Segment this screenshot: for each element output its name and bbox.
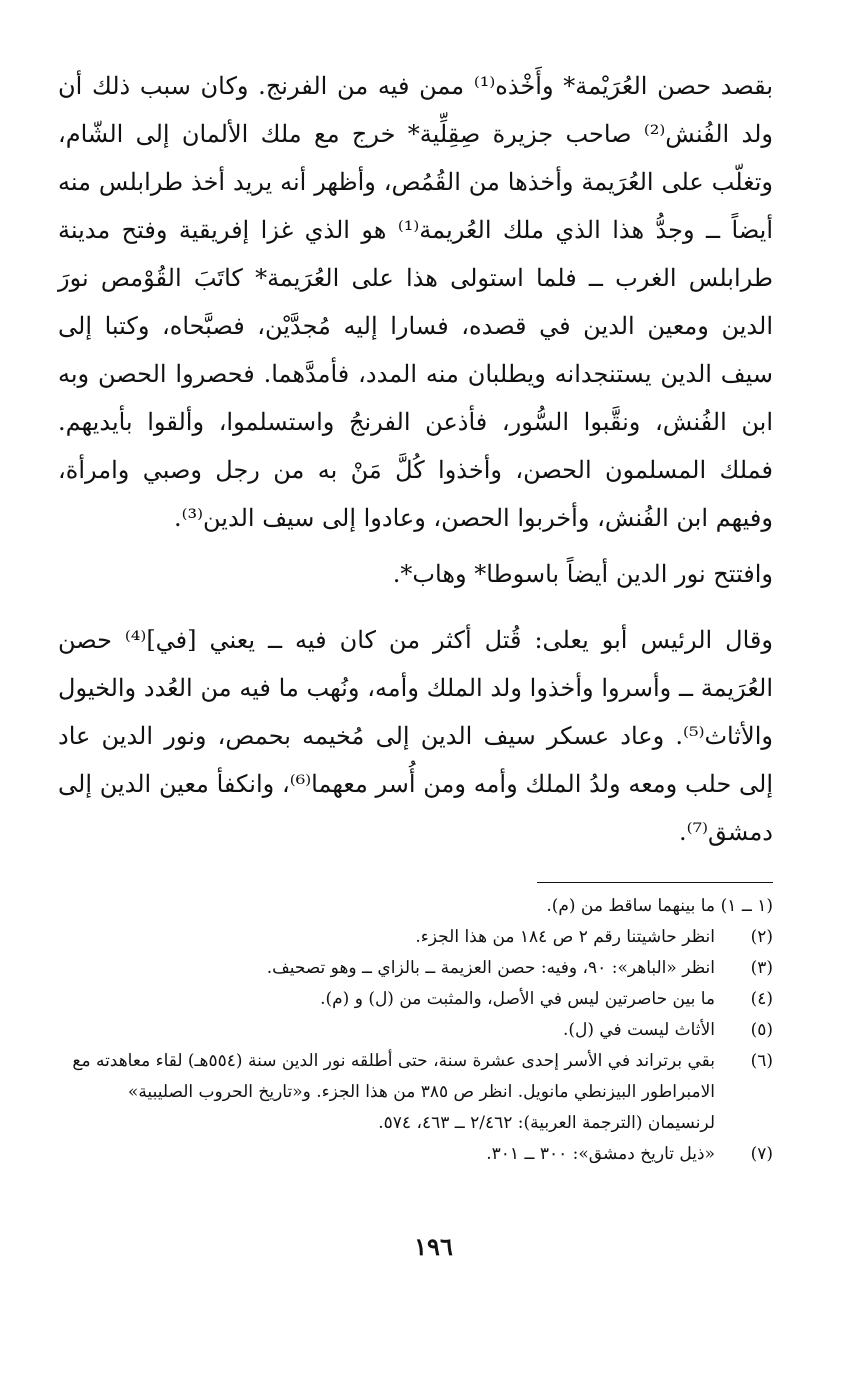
footnote-text: ما بين حاصرتين ليس في الأصل، والمثبت من (ل) و (م). (320, 989, 715, 1009)
footnote (58, 1015, 773, 1046)
footnote-text: انظر حاشيتنا رقم ٢ ص ١٨٤ من هذا الجزء. (415, 927, 715, 947)
footnote (58, 1139, 773, 1170)
footnote-text: انظر «الباهر»: ٩٠، وفيه: حصن العزيمة ــ بالزاي ــ وهو تصحيف. (266, 958, 715, 978)
footnote-text: «ذيل تاريخ دمشق»: ٣٠٠ ــ ٣٠١. (486, 1144, 715, 1164)
footnote-number: (٢) (750, 927, 773, 947)
footnote-number: (٦) (750, 1051, 773, 1071)
footnote-number: (٥) (750, 1020, 773, 1040)
footnote-text: ما بينهما ساقط من (م). (546, 896, 715, 916)
footnote-number: (١ ــ ١) (720, 896, 773, 916)
main-text (58, 62, 773, 856)
footnote-separator (537, 882, 773, 883)
footnote (58, 984, 773, 1015)
footnote-text: بقي برتراند في الأسر إحدى عشرة سنة، حتى أطلقه نور الدين سنة (٥٥٤هـ) لقاء معاهدته مع الامبراطور البيزنطي مانويل. انظر ص ٣٨٥ من هذا الجزء. و«تاريخ الحروب الصليبية» لرنسيمان (الترجمة العربية): ٢/٤٦٢ ــ ٤٦٣، ٥٧٤. (72, 1051, 715, 1133)
footnote (58, 1046, 773, 1139)
footnote (58, 953, 773, 984)
paragraph-2: وافتتح نور الدين أيضاً باسوطا* وهاب*. (392, 560, 773, 588)
footnote-number: (٧) (750, 1144, 773, 1164)
footnote (58, 891, 773, 922)
paragraph-1: بقصد حصن العُرَيْمة* وأَخْذه⁽¹⁾ ممن فيه من الفرنج. وكان سبب ذلك أن ولد الفُنش⁽²⁾ صاحب جزيرة صِقِلِّية* خرج مع ملك الألمان إلى الشّام، وتغلّب على العُرَيمة وأخذها من القُمُص، وأظهر أنه يريد أخذ طرابلس منه أيضاً ــ وجدُّ هذا الذي ملك العُريمة⁽¹⁾ هو الذي غزا إفريقية وفتح مدينة طرابلس الغرب ــ فلما استولى هذا على العُرَيمة* كاتَبَ القُوْمص نورَ الدين ومعين الدين في قصده، فسارا إليه مُجدَّيْن، فصبَّحاه، وكتبا إلى سيف الدين يستنجدانه ويطلبان منه المدد، فأمدَّهما. فحصروا الحصن وبه ابن الفُنش، ونقَّبوا السُّور، فأذعن الفرنجُ واستسلموا، وألقوا بأيديهم. فملك المسلمون الحصن، وأخذوا كُلَّ مَنْ به من رجل وصبي وامرأة، وفيهم ابن الفُنش، وأخربوا الحصن، وعادوا إلى سيف الدين⁽³⁾. (58, 72, 774, 532)
page-number: ١٩٦ (414, 1232, 453, 1261)
footnote-number: (٤) (750, 989, 773, 1009)
footnote (58, 922, 773, 953)
footnotes (58, 891, 773, 1170)
paragraph-3: وقال الرئيس أبو يعلى: قُتل أكثر من كان فيه ــ يعني [في]⁽⁴⁾ حصن العُرَيمة ــ وأسروا وأخذوا ولد الملك وأمه، ونُهب ما فيه من العُدد والخيول والأثاث⁽⁵⁾. وعاد عسكر سيف الدين إلى مُخيمه بحمص، ونور الدين عاد إلى حلب ومعه ولدُ الملك وأمه ومن أُسر معهما⁽⁶⁾، وانكفأ معين الدين إلى دمشق⁽⁷⁾. (58, 626, 773, 846)
footnote-text: الأثاث ليست في (ل). (562, 1020, 715, 1040)
footnote-number: (٣) (750, 958, 773, 978)
